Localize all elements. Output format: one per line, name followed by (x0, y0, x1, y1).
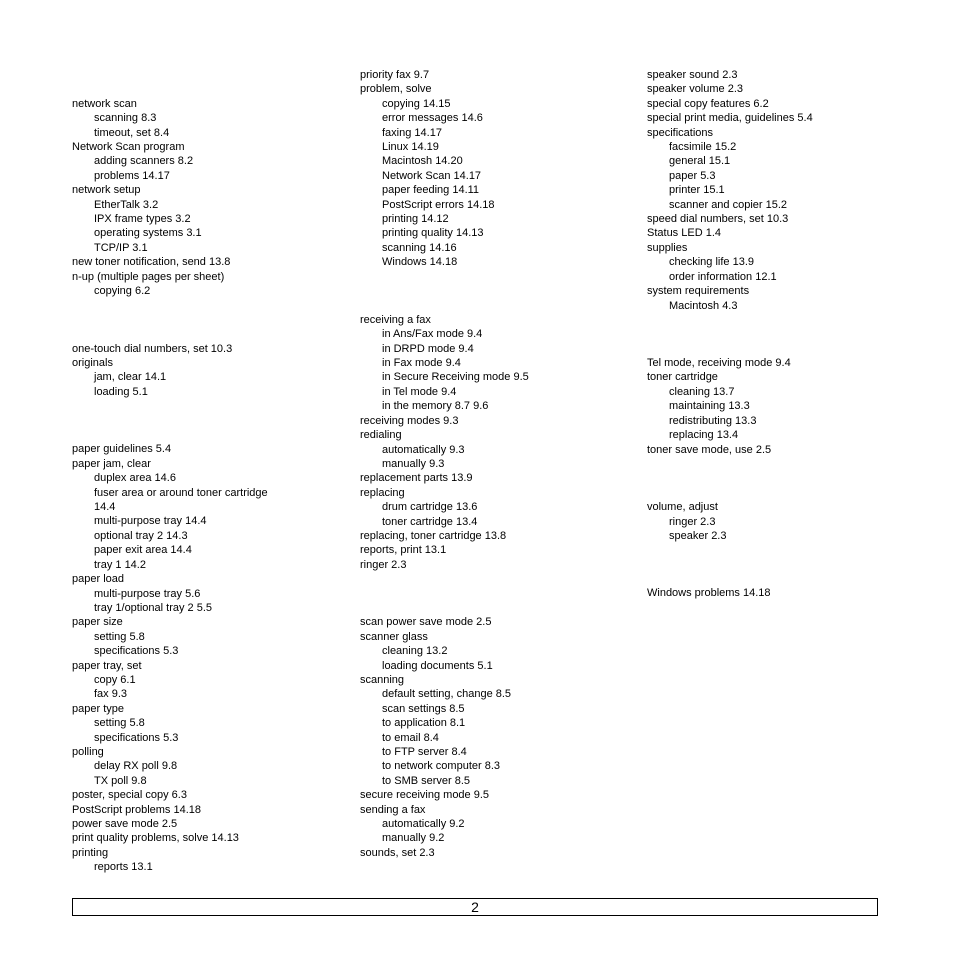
index-spacer (360, 284, 630, 298)
index-column-2 (360, 68, 630, 860)
index-spacer (647, 486, 917, 500)
index-subentry: fax 9.3 (94, 688, 128, 701)
index-spacer (72, 327, 342, 341)
index-spacer (72, 298, 342, 312)
index-entry: Network Scan program (72, 141, 185, 153)
index-entry: sounds, set 2.3 (360, 846, 435, 859)
index-entry: sending a fax (360, 803, 426, 816)
index-entry: specifications (647, 126, 714, 139)
page-footer (72, 898, 878, 916)
index-subentry: automatically 9.3 (382, 443, 465, 456)
index-spacer (647, 342, 917, 356)
index-subentry: cleaning 13.7 (669, 385, 735, 398)
index-subentry: jam, clear 14.1 (94, 371, 167, 384)
index-spacer (360, 270, 630, 284)
index-subentry: IPX frame types 3.2 (94, 213, 191, 226)
index-subentry: to FTP server 8.4 (382, 746, 467, 758)
index-entry: poster, special copy 6.3 (72, 789, 187, 802)
index-subentry: printing quality 14.13 (382, 227, 484, 240)
index-subentry: order information 12.1 (669, 270, 777, 283)
index-subentry: in Tel mode 9.4 (382, 385, 457, 398)
index-subentry: Windows 14.18 (382, 256, 458, 269)
index-subentry: duplex area 14.6 (94, 472, 176, 485)
index-subentry: to network computer 8.3 (382, 760, 501, 773)
index-subentry: drum cartridge 13.6 (382, 501, 478, 514)
index-entry: secure receiving mode 9.5 (360, 789, 490, 802)
index-subentry: scanning 14.16 (382, 241, 457, 254)
index-spacer (72, 82, 342, 96)
index-spacer (647, 471, 917, 485)
index-subentry: EtherTalk 3.2 (94, 198, 159, 211)
index-subentry: fuser area or around toner cartridge (94, 486, 268, 499)
index-subentry: redistributing 13.3 (669, 414, 757, 427)
index-subentry: scanner and copier 15.2 (669, 198, 788, 211)
index-entry: network scan (72, 97, 137, 110)
index-entry: network setup (72, 184, 141, 197)
index-subentry: loading documents 5.1 (382, 659, 493, 672)
index-subentry: in Fax mode 9.4 (382, 357, 461, 370)
index-subentry: in DRPD mode 9.4 (382, 342, 474, 355)
index-entry: scanner glass (360, 630, 428, 643)
index-entry: toner save mode, use 2.5 (647, 443, 772, 456)
index-entry: power save mode 2.5 (72, 818, 178, 830)
index-subentry: loading 5.1 (94, 385, 148, 398)
index-subentry: copy 6.1 (94, 673, 136, 686)
index-subentry: setting 5.8 (94, 630, 145, 643)
index-entry: supplies (647, 241, 688, 254)
index-entry: ringer 2.3 (360, 558, 407, 571)
index-entry: priority fax 9.7 (360, 69, 430, 81)
index-subentry: automatically 9.2 (382, 818, 465, 831)
index-entry: originals (72, 357, 113, 370)
index-entry: new toner notification, send 13.8 (72, 256, 231, 269)
index-subentry: copying 14.15 (382, 97, 451, 110)
index-subentry: in Secure Receiving mode 9.5 (382, 371, 529, 384)
index-subentry: cleaning 13.2 (382, 645, 448, 658)
index-subentry: PostScript errors 14.18 (382, 198, 495, 211)
index-entry: paper jam, clear (72, 457, 151, 470)
index-subentry: timeout, set 8.4 (94, 126, 170, 139)
index-subentry: scanning 8.3 (94, 112, 157, 125)
index-entry: polling (72, 745, 104, 758)
index-subentry: error messages 14.6 (382, 112, 483, 125)
index-entry: volume, adjust (647, 501, 718, 514)
index-subentry: scan settings 8.5 (382, 702, 465, 715)
index-subentry: Linux 14.19 (382, 141, 439, 154)
index-subentry: printer 15.1 (669, 184, 725, 197)
index-subentry: TCP/IP 3.1 (94, 241, 148, 254)
index-entry: special print media, guidelines 5.4 (647, 112, 813, 125)
index-subentry: maintaining 13.3 (669, 400, 750, 413)
index-entry: special copy features 6.2 (647, 97, 769, 110)
index-subentry: problems 14.17 (94, 169, 170, 182)
index-subentry: toner cartridge 13.4 (382, 515, 478, 528)
index-spacer (647, 327, 917, 341)
index-entry: paper load (72, 573, 124, 586)
index-subentry: ringer 2.3 (669, 515, 716, 528)
index-entry: n-up (multiple pages per sheet) (72, 270, 225, 283)
index-subentry: paper feeding 14.11 (382, 184, 480, 197)
index-entry: receiving a fax (360, 313, 431, 326)
index-spacer (360, 601, 630, 615)
index-entry: paper guidelines 5.4 (72, 443, 172, 456)
index-subentry: to application 8.1 (382, 717, 466, 730)
index-subentry: multi-purpose tray 14.4 (94, 515, 207, 528)
index-subentry: setting 5.8 (94, 717, 145, 730)
index-spacer (647, 313, 917, 327)
index-entry: Windows problems 14.18 (647, 587, 771, 600)
index-subentry: printing 14.12 (382, 213, 449, 226)
index-entry: toner cartridge (647, 371, 718, 384)
index-subentry: specifications 5.3 (94, 645, 179, 658)
index-subentry: reports 13.1 (94, 861, 153, 874)
index-spacer (72, 399, 342, 413)
index-subentry: paper exit area 14.4 (94, 544, 192, 557)
index-subentry: tray 1/optional tray 2 5.5 (94, 601, 213, 614)
index-entry: speaker volume 2.3 (647, 83, 743, 96)
index-entry: printing (72, 846, 109, 859)
index-entry: paper type (72, 702, 124, 715)
index-subentry: replacing 13.4 (669, 429, 739, 442)
index-subentry: speaker 2.3 (669, 529, 727, 542)
index-entry: reports, print 13.1 (360, 544, 447, 557)
index-spacer (360, 572, 630, 586)
index-subentry: operating systems 3.1 (94, 227, 202, 240)
index-subentry: 14.4 (94, 501, 116, 514)
index-subentry: general 15.1 (669, 155, 731, 168)
index-spacer (360, 298, 630, 312)
index-subentry: adding scanners 8.2 (94, 155, 194, 168)
index-entry: PostScript problems 14.18 (72, 803, 202, 816)
index-spacer (647, 543, 917, 557)
index-entry: receiving modes 9.3 (360, 414, 459, 427)
index-spacer (647, 572, 917, 586)
index-entry: replacing (360, 486, 405, 499)
page-number: 2 (471, 899, 479, 915)
index-entry: paper size (72, 616, 123, 629)
index-entry: scan power save mode 2.5 (360, 616, 492, 629)
index-entry: replacing, toner cartridge 13.8 (360, 529, 507, 542)
index-spacer (72, 313, 342, 327)
index-spacer (647, 457, 917, 471)
index-spacer (72, 414, 342, 428)
index-spacer (72, 428, 342, 442)
index-subentry: checking life 13.9 (669, 256, 754, 269)
index-entry: scanning (360, 673, 405, 686)
index-entry: problem, solve (360, 83, 432, 96)
index-subentry: to SMB server 8.5 (382, 774, 471, 787)
index-subentry: default setting, change 8.5 (382, 688, 512, 701)
index-subentry: faxing 14.17 (382, 126, 442, 139)
index-spacer (647, 558, 917, 572)
index-subentry: Macintosh 4.3 (669, 299, 738, 312)
index-column-3 (647, 68, 917, 601)
index-subentry: copying 6.2 (94, 285, 151, 298)
index-subentry: in the memory 8.7 9.6 (382, 400, 489, 413)
index-subentry: manually 9.3 (382, 457, 445, 470)
index-subentry: tray 1 14.2 (94, 558, 146, 571)
index-entry: paper tray, set (72, 659, 142, 672)
index-entry: print quality problems, solve 14.13 (72, 832, 239, 845)
index-entry: replacement parts 13.9 (360, 472, 473, 485)
index-subentry: delay RX poll 9.8 (94, 760, 178, 773)
index-subentry: manually 9.2 (382, 832, 445, 845)
index-entry: system requirements (647, 285, 750, 298)
index-entry: speed dial numbers, set 10.3 (647, 213, 789, 226)
index-column-1 (72, 68, 342, 875)
index-entry: redialing (360, 429, 402, 442)
index-subentry: TX poll 9.8 (94, 774, 147, 787)
index-entry: Tel mode, receiving mode 9.4 (647, 357, 791, 370)
index-spacer (72, 68, 342, 82)
index-entry: speaker sound 2.3 (647, 69, 738, 81)
index-entry: Status LED 1.4 (647, 227, 721, 240)
index-subentry: to email 8.4 (382, 731, 439, 744)
index-subentry: in Ans/Fax mode 9.4 (382, 328, 483, 341)
index-subentry: facsimile 15.2 (669, 141, 737, 154)
index-entry: one-touch dial numbers, set 10.3 (72, 342, 233, 355)
index-subentry: Network Scan 14.17 (382, 169, 482, 182)
index-subentry: optional tray 2 14.3 (94, 529, 188, 542)
index-subentry: paper 5.3 (669, 169, 716, 182)
index-subentry: Macintosh 14.20 (382, 155, 463, 168)
index-subentry: multi-purpose tray 5.6 (94, 587, 201, 600)
index-spacer (360, 587, 630, 601)
index-subentry: specifications 5.3 (94, 731, 179, 744)
